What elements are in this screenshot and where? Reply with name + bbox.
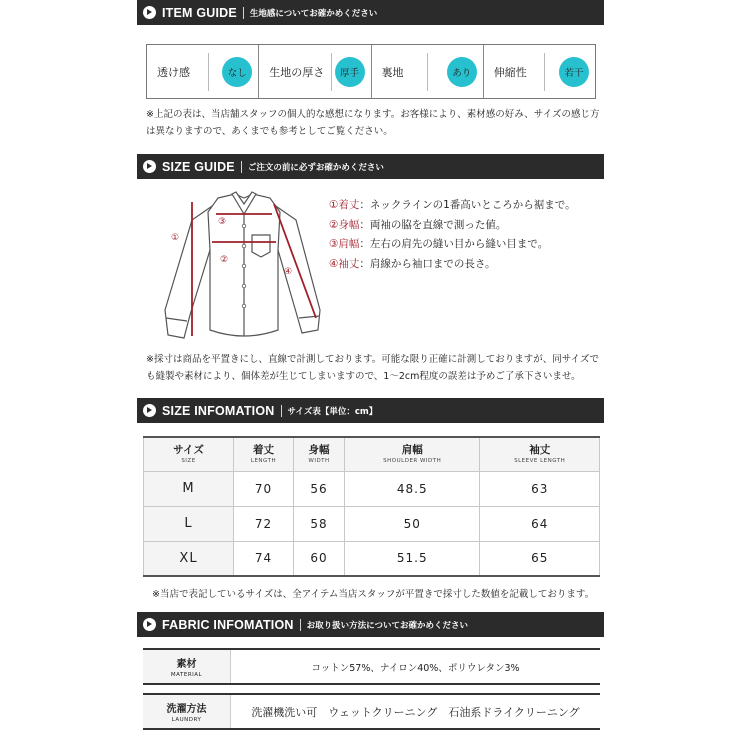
table-row: [144, 471, 600, 506]
size-info-title: SIZE INFOMATION: [162, 403, 275, 418]
table-cell: 72: [234, 506, 294, 541]
size-guide-note: [146, 351, 599, 385]
guide-label: 伸縮性: [493, 65, 527, 79]
divider: [208, 53, 209, 91]
marker-shoulder: ③: [218, 217, 227, 227]
guide-cell-thickness: [259, 45, 371, 98]
divider: [300, 619, 301, 631]
item-guide-subtitle: 生地感についてお確かめください: [249, 8, 378, 19]
note-line: ※上記の表は、当店舗スタッフの個人的な感想になります。お客様により、素材感の好み、サイズの感じ方: [146, 109, 600, 120]
table-cell: 50: [345, 506, 480, 541]
item-guide-table: [146, 44, 596, 99]
legend-item-shoulder: ③肩幅：左右の肩先の縫い目から縫い目まで。: [329, 238, 549, 250]
col-header-length: 着丈 LENGTH: [234, 437, 294, 471]
size-guide-title: SIZE GUIDE: [162, 159, 235, 174]
col-header-sleeve: 袖丈 SLEEVE LENGTH: [480, 437, 600, 471]
button: [242, 304, 246, 308]
size-cell: M: [144, 471, 234, 506]
button: [242, 224, 246, 228]
guide-label: 裏地: [381, 65, 404, 79]
fabric-info-title: FABRIC INFOMATION: [162, 617, 294, 632]
note-line: ※採寸は商品を平置きにし、直線で計測しております。可能な限り正確に計測しておりますが、同サイズで: [146, 354, 599, 365]
size-cell: XL: [144, 541, 234, 576]
guide-label: 透け感: [157, 65, 190, 79]
divider: [241, 161, 242, 173]
material-value: コットン57%、ナイロン40%、ポリウレタン3%: [311, 662, 520, 674]
col-header-shoulder: 肩幅 SHOULDER WIDTH: [345, 437, 480, 471]
guide-value-badge: 厚手: [335, 57, 365, 87]
fabric-row-laundry: [143, 693, 600, 730]
legend-item-sleeve: ④袖丈：肩線から袖口までの長さ。: [329, 257, 496, 270]
col-header-width: 身幅 WIDTH: [294, 437, 345, 471]
shirt-pocket: [252, 235, 270, 257]
guide-cell-stretch: [484, 45, 595, 98]
item-guide-title: ITEM GUIDE: [162, 5, 237, 20]
play-icon: [143, 6, 156, 19]
legend-item-width: ②身幅：両袖の脇を直線で測った値。: [329, 218, 507, 231]
play-icon: [143, 618, 156, 631]
fabric-info-subtitle: お取り扱い方法についてお確かめください: [306, 620, 468, 631]
item-guide-header: [137, 0, 604, 25]
size-legend: [329, 196, 576, 274]
table-cell: 51.5: [345, 541, 480, 576]
table-row: [144, 506, 600, 541]
size-info-header: [137, 398, 604, 423]
table-row: [144, 541, 600, 576]
size-table-header-row: [144, 437, 600, 471]
guide-cell-lining: [372, 45, 484, 98]
table-cell: 70: [234, 471, 294, 506]
col-header-size: サイズ SIZE: [144, 437, 234, 471]
marker-width: ②: [220, 255, 229, 265]
size-cell: L: [144, 506, 234, 541]
table-cell: 63: [480, 471, 600, 506]
divider: [427, 53, 428, 91]
table-cell: 58: [294, 506, 345, 541]
fabric-row-header: 洗濯方法 LAUNDRY: [143, 695, 231, 728]
guide-label: 生地の厚さ: [269, 65, 325, 79]
size-info-subtitle: サイズ表【単位：cm】: [287, 406, 378, 417]
size-guide-header: [137, 154, 604, 179]
table-cell: 64: [480, 506, 600, 541]
note-line: も縫製や素材により、個体差が生じてしまいますので、1〜2cm程度の誤差は予めご了承下さいませ。: [146, 371, 581, 382]
divider: [331, 53, 332, 91]
button: [242, 284, 246, 288]
table-cell: 48.5: [345, 471, 480, 506]
guide-cell-transparency: [147, 45, 259, 98]
guide-value-badge: あり: [447, 57, 477, 87]
marker-length: ①: [171, 233, 180, 243]
divider: [243, 7, 244, 19]
table-cell: 74: [234, 541, 294, 576]
note-line: は異なりますので、あくまでも参考としてご覧ください。: [146, 126, 393, 137]
item-guide-note: [146, 106, 600, 140]
table-cell: 65: [480, 541, 600, 576]
button: [242, 264, 246, 268]
legend-item-length: ①着丈：ネックラインの1番高いところから裾まで。: [329, 199, 576, 211]
play-icon: [143, 160, 156, 173]
play-icon: [143, 404, 156, 417]
table-cell: 60: [294, 541, 345, 576]
size-table: [143, 436, 600, 577]
fabric-row-material: [143, 648, 600, 685]
fabric-row-header: 素材 MATERIAL: [143, 650, 231, 683]
size-info-note: ※当店で表記しているサイズは、全アイテム当店スタッフが平置きで採寸した数値を記載しております。: [152, 589, 595, 600]
table-cell: 56: [294, 471, 345, 506]
guide-value-badge: 若干: [559, 57, 589, 87]
button: [242, 244, 246, 248]
marker-sleeve: ④: [284, 267, 293, 277]
fabric-info-header: [137, 612, 604, 637]
divider: [281, 405, 282, 417]
shirt-diagram: [160, 190, 330, 345]
guide-value-badge: なし: [222, 57, 252, 87]
size-guide-subtitle: ご注文の前に必ずお確かめください: [247, 162, 384, 173]
laundry-value: 洗濯機洗い可 ウェットクリーニング 石油系ドライクリーニング: [251, 705, 580, 719]
divider: [544, 53, 545, 91]
